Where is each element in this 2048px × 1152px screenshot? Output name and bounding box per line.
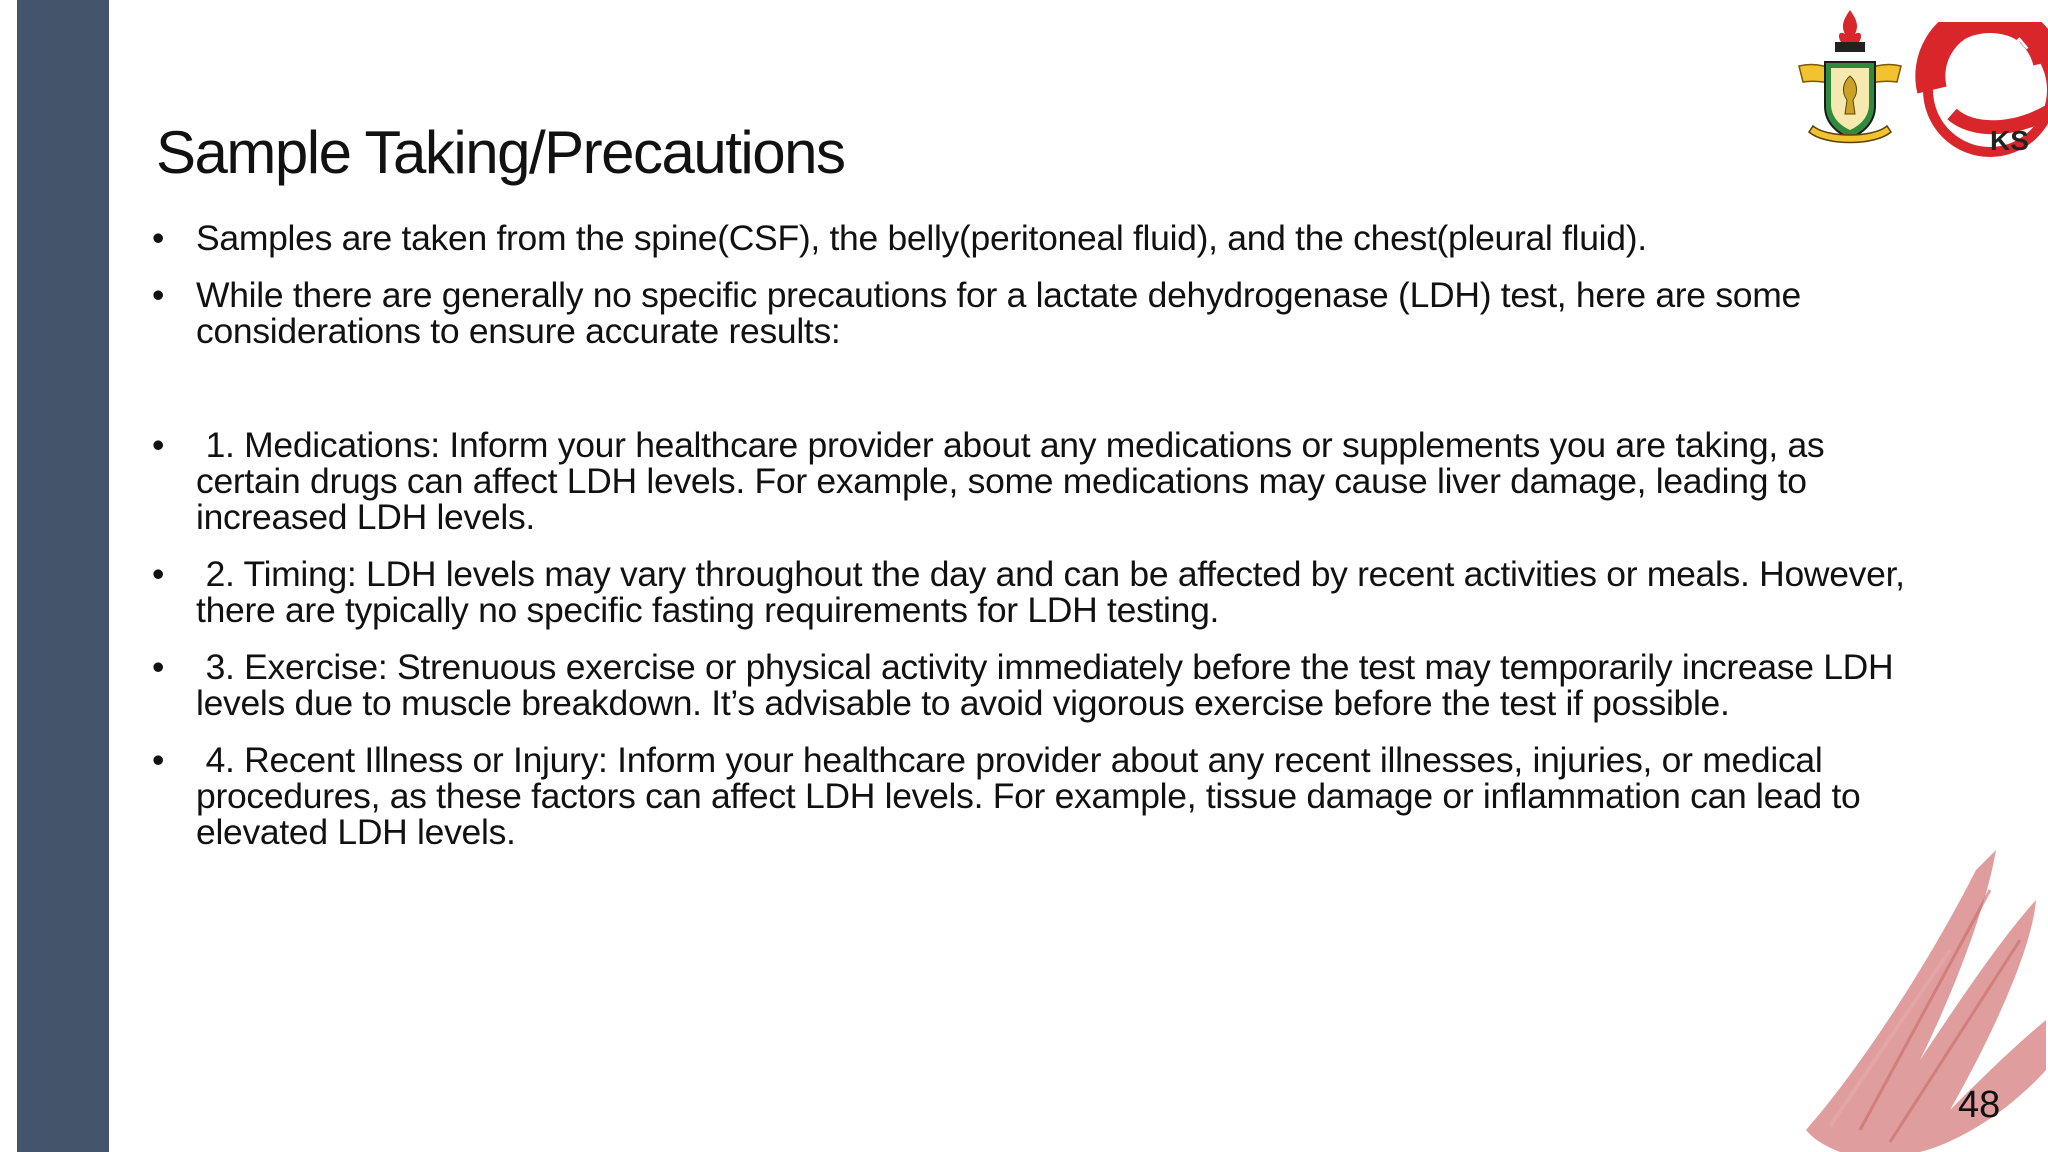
- brush-stroke-decoration: [1800, 830, 2048, 1152]
- school-logo-initials: KS: [1990, 125, 2029, 156]
- bullet-list: [150, 218, 1915, 871]
- bullet-item: [150, 649, 1910, 721]
- school-of-medicine-logo-icon: [1912, 22, 2048, 158]
- bullet-item: [150, 220, 1910, 256]
- slide-title: Sample Taking/Precautions: [156, 119, 845, 186]
- bullet-item: [150, 427, 1910, 535]
- bullet-text: 3. Exercise: Strenuous exercise or physical activity immediately before the test may temporarily increase LDH levels due to muscle breakdown. It’s advisable to avoid vigorous exercise before the test if possible.: [196, 647, 1903, 723]
- bullet-text: 2. Timing: LDH levels may vary throughout the day and can be affected by recent activities or meals. However, there are typically no specific fasting requirements for LDH testing.: [196, 554, 1915, 630]
- bullet-item: [150, 277, 1910, 349]
- bullet-dot: •: [152, 647, 165, 687]
- bullet-text: While there are generally no specific precautions for a lactate dehydrogenase (LDH) test, here are some considerations to ensure accurate results:: [196, 275, 1801, 351]
- side-bar: [17, 0, 109, 1152]
- bullet-text: Samples are taken from the spine(CSF), the belly(peritoneal fluid), and the chest(pleural fluid).: [196, 218, 1647, 258]
- left-margin: [0, 0, 17, 1152]
- bullet-item: [150, 554, 1915, 630]
- bullet-dot: •: [152, 554, 165, 594]
- bullet-text: 1. Medications: Inform your healthcare provider about any medications or supplements you are taking, as certain drugs can affect LDH levels. For example, some medications may cause liver damage, leading to increased LDH levels.: [196, 425, 1834, 537]
- bullet-dot: •: [152, 740, 165, 780]
- bullet-item: [150, 742, 1910, 850]
- bullet-dot: •: [152, 275, 165, 315]
- school-logo-text: OOL OF M: [1942, 33, 2033, 115]
- university-crest-icon: [1795, 6, 1905, 158]
- bullet-dot: •: [152, 218, 165, 258]
- bullet-text: 4. Recent Illness or Injury: Inform your healthcare provider about any recent illnesses, injuries, or medical procedures, as these factors can affect LDH levels. For example, tissue damage or inflammation can lead to elevated LDH levels.: [196, 740, 1871, 852]
- bullet-dot: •: [152, 425, 165, 465]
- page-number: 48: [1958, 1084, 2001, 1126]
